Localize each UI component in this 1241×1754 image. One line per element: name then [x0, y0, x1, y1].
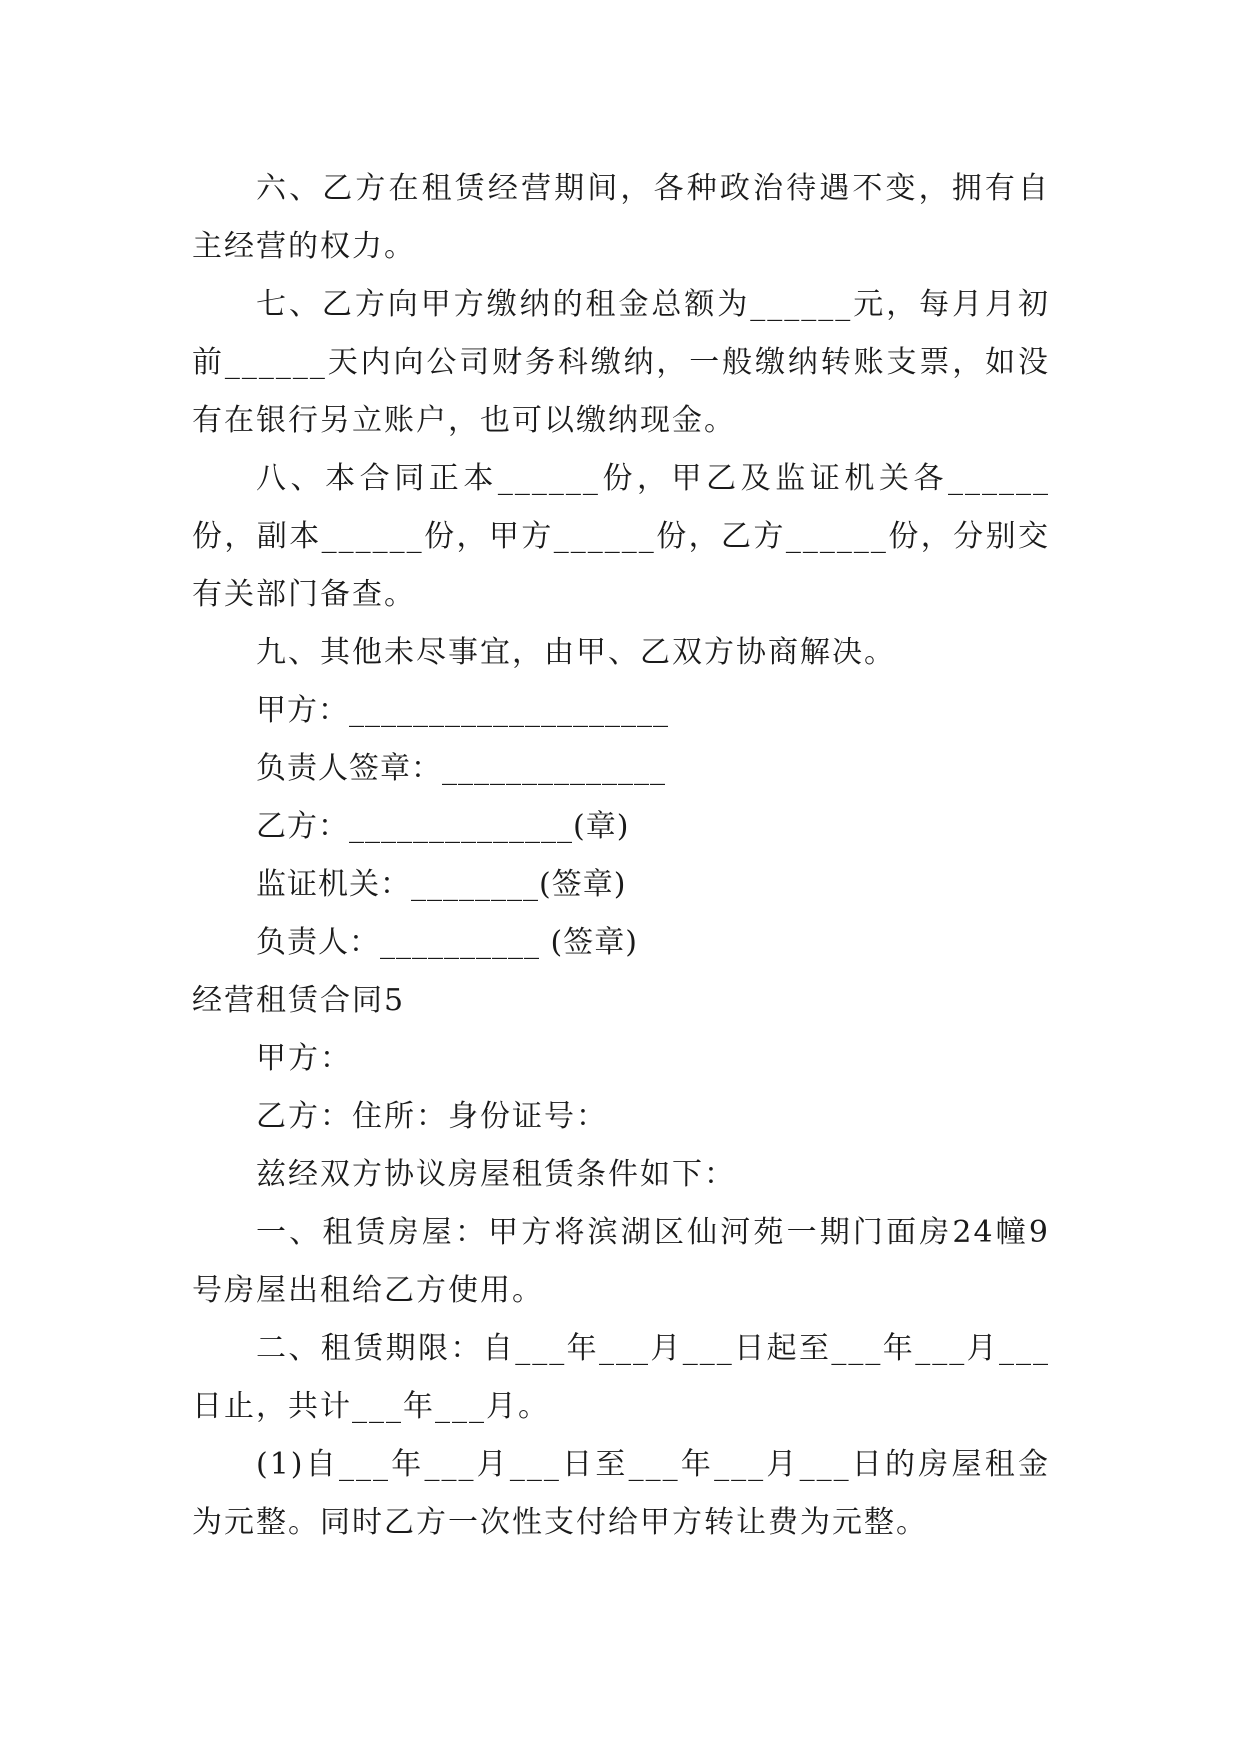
signature-party-b: 乙方：______________(章): [256, 809, 630, 844]
section-title: 经营租赁合同5: [192, 983, 406, 1018]
section-party-b: 乙方：住所：身份证号：: [256, 1099, 608, 1134]
clause-8: 八、本合同正本______份，甲乙及监证机关各______份，副本______份，甲方______份，乙方______份，分别交有关部门备查。: [192, 461, 1050, 612]
signature-party-a: 甲方：____________________: [256, 693, 669, 728]
clause-7: 七、乙方向甲方缴纳的租金总额为______元，每月月初前______天内向公司财务科缴纳，一般缴纳转账支票，如没有在银行另立账户，也可以缴纳现金。: [192, 287, 1050, 438]
section-clause-1: 一、租赁房屋：甲方将滨湖区仙河苑一期门面房24幢9号房屋出租给乙方使用。: [192, 1215, 1050, 1308]
document-body: [192, 160, 1050, 1552]
signature-supervisor: 监证机关：________(签章): [256, 867, 627, 902]
signature-responsible-person: 负责人：__________ (签章): [256, 925, 638, 960]
signature-responsible-seal: 负责人签章：______________: [256, 751, 666, 786]
clause-9: 九、其他未尽事宜，由甲、乙双方协商解决。: [256, 635, 896, 670]
section-clause-2: 二、租赁期限：自___年___月___日起至___年___月___日止，共计___年___月。: [192, 1331, 1050, 1424]
clause-6: 六、乙方在租赁经营期间，各种政治待遇不变，拥有自主经营的权力。: [192, 171, 1050, 264]
section-intro: 兹经双方协议房屋租赁条件如下：: [256, 1157, 736, 1192]
section-clause-2-1: (1)自___年___月___日至___年___月___日的房屋租金为元整。同时乙方一次性支付给甲方转让费为元整。: [192, 1447, 1050, 1540]
section-party-a: 甲方：: [256, 1041, 352, 1076]
